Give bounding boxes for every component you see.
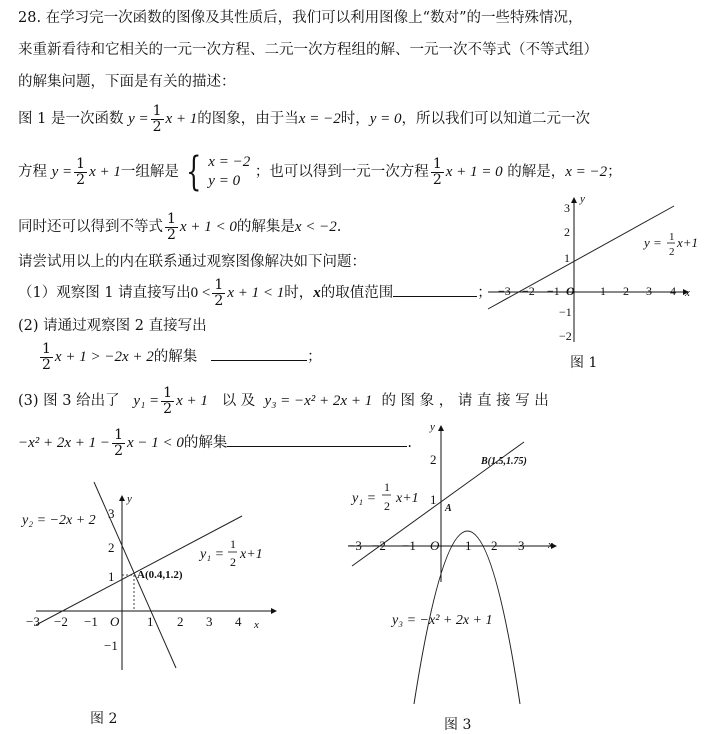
fig3-x-tick: −2 bbox=[372, 538, 386, 553]
fig1-line-label: y = bbox=[644, 235, 662, 250]
fig2-y-tick: 3 bbox=[108, 506, 115, 521]
fig2-y-axis-label: y bbox=[127, 493, 132, 505]
svg-text:1: 1 bbox=[669, 231, 675, 243]
fig3-origin: O bbox=[430, 538, 440, 553]
fig1-y-tick: 2 bbox=[564, 225, 570, 239]
question-2-inequality: $\frac{1}{2}$ x + 1 > −2x + 2的解集 ； bbox=[42, 340, 322, 373]
figure-3-graph bbox=[344, 418, 564, 708]
fig2-y-tick: 2 bbox=[108, 540, 115, 555]
problem-line-2: 来重新看待和它相关的一元一次方程、二元一次方程组的解、一元一次不等式（不等式组） bbox=[18, 42, 598, 58]
fig3-x-tick: 2 bbox=[491, 538, 498, 553]
fig1-y-tick: −2 bbox=[559, 329, 572, 343]
svg-text:2: 2 bbox=[230, 555, 236, 569]
fig3-y-axis-label: y bbox=[430, 421, 435, 433]
problem-line-5: 方程 y = $\frac{1}{2}$ x + 1一组解是 { x = −2 y = 0 ；也可以得到一元一次方程 $\frac{1}{2}$ x + 1 = 0 的解是，x = −2； bbox=[18, 149, 622, 195]
fig1-x-tick: −3 bbox=[498, 284, 511, 298]
fig1-y-tick: −1 bbox=[559, 305, 572, 319]
fig3-x-tick: 3 bbox=[518, 538, 525, 553]
problem-line-4: 图 1 是一次函数 y = $\frac{1}{2}$ x + 1的图象，由于当x = −2时，y = 0，所以我们可以知道二元一次 bbox=[18, 102, 590, 135]
fig3-y3-label: y₃ = −x² + 2x + 1 bbox=[392, 613, 493, 628]
fig2-x-tick: 1 bbox=[147, 614, 154, 629]
fig2-point-label: A(0.4,1.2) bbox=[137, 569, 183, 581]
fig3-x-tick: 1 bbox=[465, 538, 472, 553]
fig2-y-tick: −1 bbox=[104, 638, 118, 653]
answer-blank-1[interactable] bbox=[393, 282, 477, 297]
fig1-x-tick: −2 bbox=[522, 284, 535, 298]
fig2-x-tick: −1 bbox=[84, 614, 98, 629]
svg-text:2: 2 bbox=[384, 499, 390, 513]
fig1-y-axis-label: y bbox=[580, 193, 585, 205]
fig2-x-tick: 4 bbox=[235, 614, 242, 629]
fig3-x-tick: −1 bbox=[402, 538, 416, 553]
fig3-y1-label: y₁ = bbox=[352, 491, 377, 506]
question-1: （1）观察图 1 请直接写出0 < $\frac{1}{2}$ x + 1 < 1时，x的取值范围 ； bbox=[18, 276, 492, 309]
fig3-x-axis-label: x bbox=[548, 539, 553, 551]
figure-1-graph bbox=[482, 192, 704, 344]
fig1-origin: O bbox=[566, 284, 575, 298]
fig2-x-tick: 3 bbox=[206, 614, 213, 629]
fig3-point-a: A bbox=[445, 503, 452, 514]
problem-line-3: 的解集问题，下面是有关的描述： bbox=[18, 74, 236, 90]
fig3-y-tick: 1 bbox=[430, 492, 437, 507]
fig2-y1-label: y₁ = bbox=[200, 547, 225, 562]
svg-text:1: 1 bbox=[230, 537, 236, 551]
fig2-y2-label: y₂ = −2x + 2 bbox=[22, 513, 96, 528]
fig1-y-tick: 3 bbox=[564, 201, 570, 215]
fig3-x-tick: −3 bbox=[348, 538, 362, 553]
answer-blank-2[interactable] bbox=[211, 346, 307, 361]
fig2-origin: O bbox=[110, 614, 120, 629]
fig3-point-b: B(1.5,1.75) bbox=[481, 456, 527, 467]
fig2-x-tick: −2 bbox=[54, 614, 68, 629]
fig1-x-tick: 4 bbox=[670, 284, 676, 298]
figure-2-graph bbox=[14, 478, 284, 674]
fig1-x-axis-label: x bbox=[685, 287, 690, 299]
problem-line-6: 同时还可以得到不等式 $\frac{1}{2}$ x + 1 < 0的解集是x < −2. bbox=[18, 210, 342, 243]
svg-text:2: 2 bbox=[669, 246, 675, 258]
question-3-inequality: −x² + 2x + 1 − $\frac{1}{2}$ x − 1 < 0的解集 . bbox=[18, 426, 412, 459]
svg-text:x+1: x+1 bbox=[396, 491, 419, 506]
problem-line-7: 请尝试用以上的内在联系通过观察图像解决如下问题： bbox=[18, 254, 366, 270]
fig2-x-tick: −3 bbox=[26, 614, 40, 629]
fig1-x-tick: 2 bbox=[623, 284, 629, 298]
fig1-x-tick: 3 bbox=[646, 284, 652, 298]
question-3: (3) 图 3 给出了 y₁ = $\frac{1}{2}$ x + 1 以 及 y₃ = −x² + 2x + 1 的 图 象 ， 请 直 接 写 出 bbox=[18, 384, 549, 417]
fig1-x-tick: 1 bbox=[600, 284, 606, 298]
svg-text:1: 1 bbox=[384, 480, 390, 494]
problem-line-1: 28. 在学习完一次函数的图像及其性质后，我们可以利用图像上“数对”的一些特殊情况， bbox=[18, 10, 583, 26]
fig1-x-tick: −1 bbox=[547, 284, 560, 298]
figure-3-caption: 图 3 bbox=[444, 717, 472, 733]
fig2-x-tick: 2 bbox=[177, 614, 184, 629]
fig2-y-tick: 1 bbox=[108, 569, 115, 584]
fig1-y-tick: 1 bbox=[564, 251, 570, 265]
question-2: (2) 请通过观察图 2 直接写出 bbox=[18, 318, 207, 334]
fig3-y-tick: 2 bbox=[430, 452, 437, 467]
svg-text:x+1: x+1 bbox=[240, 547, 263, 562]
figure-2-caption: 图 2 bbox=[90, 711, 118, 727]
fig2-x-axis-label: x bbox=[254, 619, 259, 631]
figure-1-caption: 图 1 bbox=[570, 355, 598, 371]
svg-text:x+1: x+1 bbox=[677, 235, 699, 250]
